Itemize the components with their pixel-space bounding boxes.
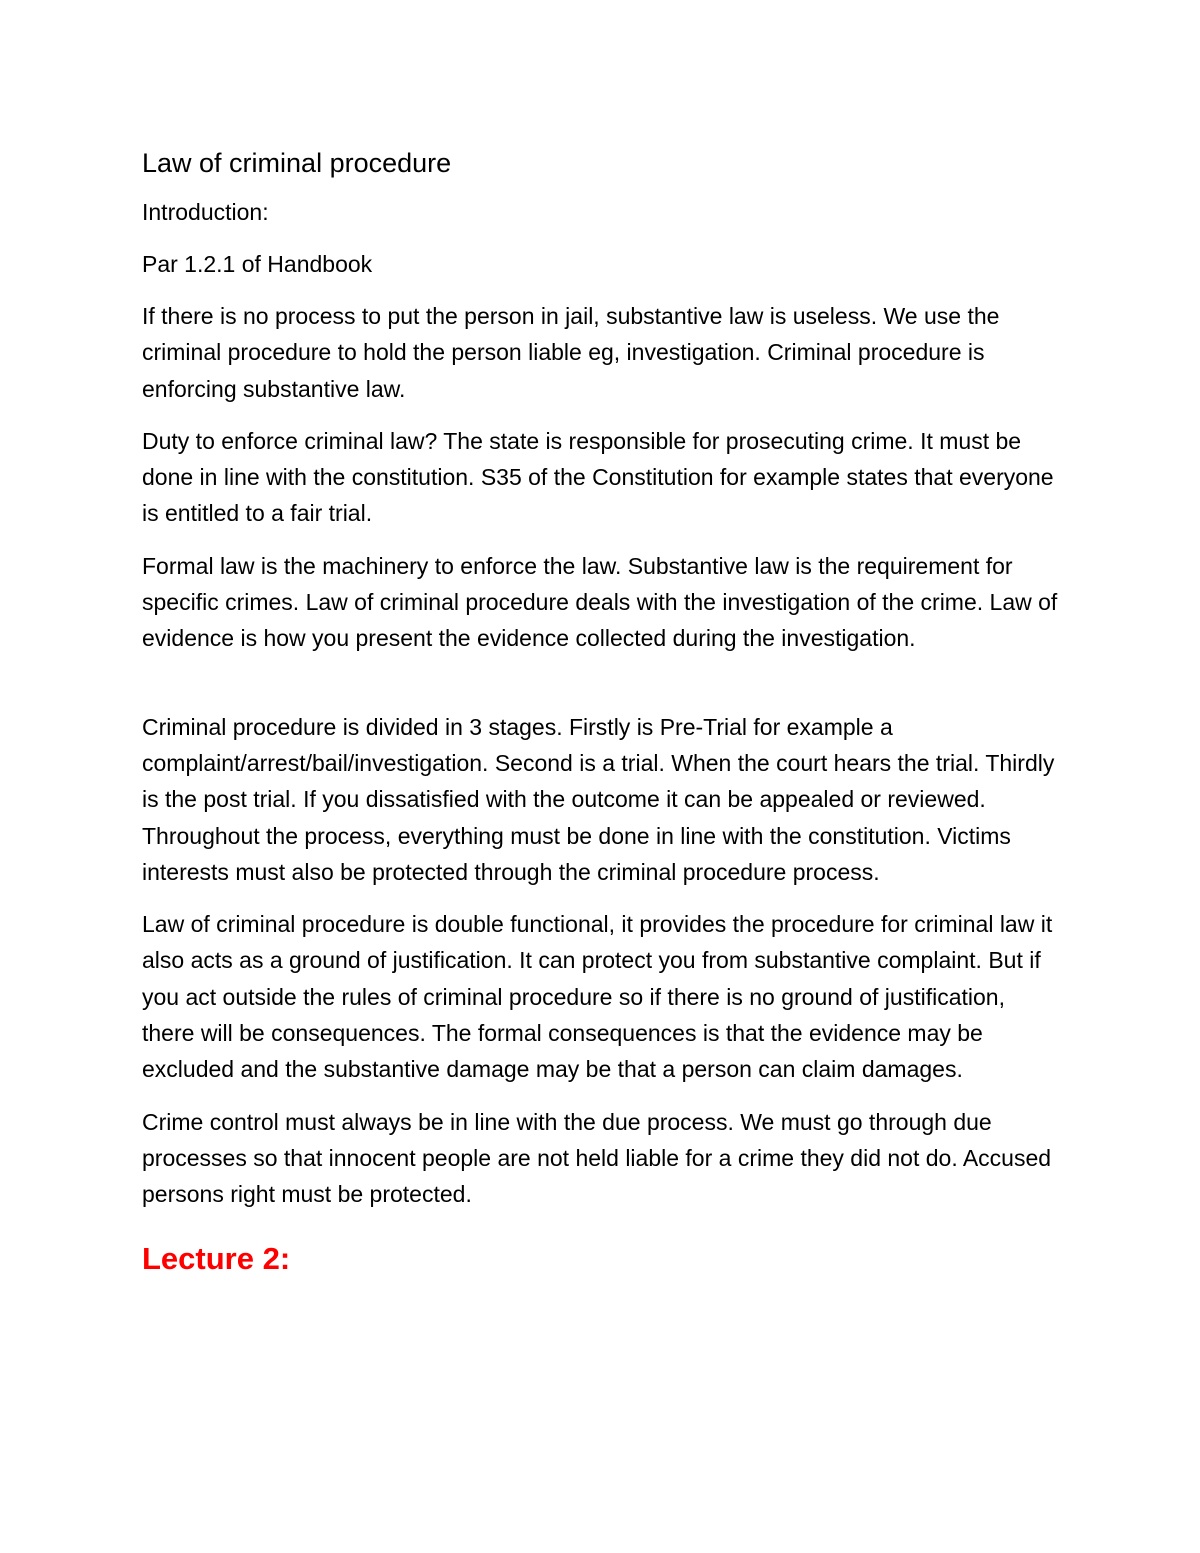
paragraph-three-stages: Criminal procedure is divided in 3 stages. Firstly is Pre-Trial for example a complaint/arrest/bail/investigation. Second is a trial. When the court hears the trial. Thirdly is the post trial. If you dissatisfied with the outcome it can be appealed or reviewed. Throughout the process, everything must be done in line with the constitution. Victims interests must also be protected through the criminal procedure process. [142, 713, 1055, 885]
paragraph-formal-law: Formal law is the machinery to enforce the law. Substantive law is the requirement for specific crimes. Law of criminal procedure deals with the investigation of the crime. Law of evidence is how you present the evidence collected during the investigation. [142, 552, 1058, 652]
intro-label: Introduction: [142, 199, 269, 225]
paragraph-crime-control: Crime control must always be in line with the due process. We must go through due processes so that innocent people are not held liable for a crime they did not do. Accused persons right must be protected. [142, 1108, 1052, 1208]
lecture-heading: Lecture 2: [142, 1240, 291, 1276]
paragraph-duty-to-enforce: Duty to enforce criminal law? The state is responsible for prosecuting crime. It must be done in line with the constitution. S35 of the Constitution for example states that everyone is entitled to a fair trial. [142, 427, 1054, 527]
paragraph-double-functional: Law of criminal procedure is double functional, it provides the procedure for criminal law it also acts as a ground of justification. It can protect you from substantive complaint. But if you act outside the rules of criminal procedure so if there is no ground of justification, there will be consequences. The formal consequences is that the evidence may be excluded and the substantive damage may be that a person can claim damages. [142, 911, 1053, 1083]
handbook-reference: Par 1.2.1 of Handbook [142, 251, 373, 277]
paragraph-substantive-law: If there is no process to put the person in jail, substantive law is useless. We use the criminal procedure to hold the person liable eg, investigation. Criminal procedure is enforcing substantive law. [142, 303, 1000, 402]
document-body [142, 143, 1062, 1281]
document-title: Law of criminal procedure [142, 148, 452, 178]
